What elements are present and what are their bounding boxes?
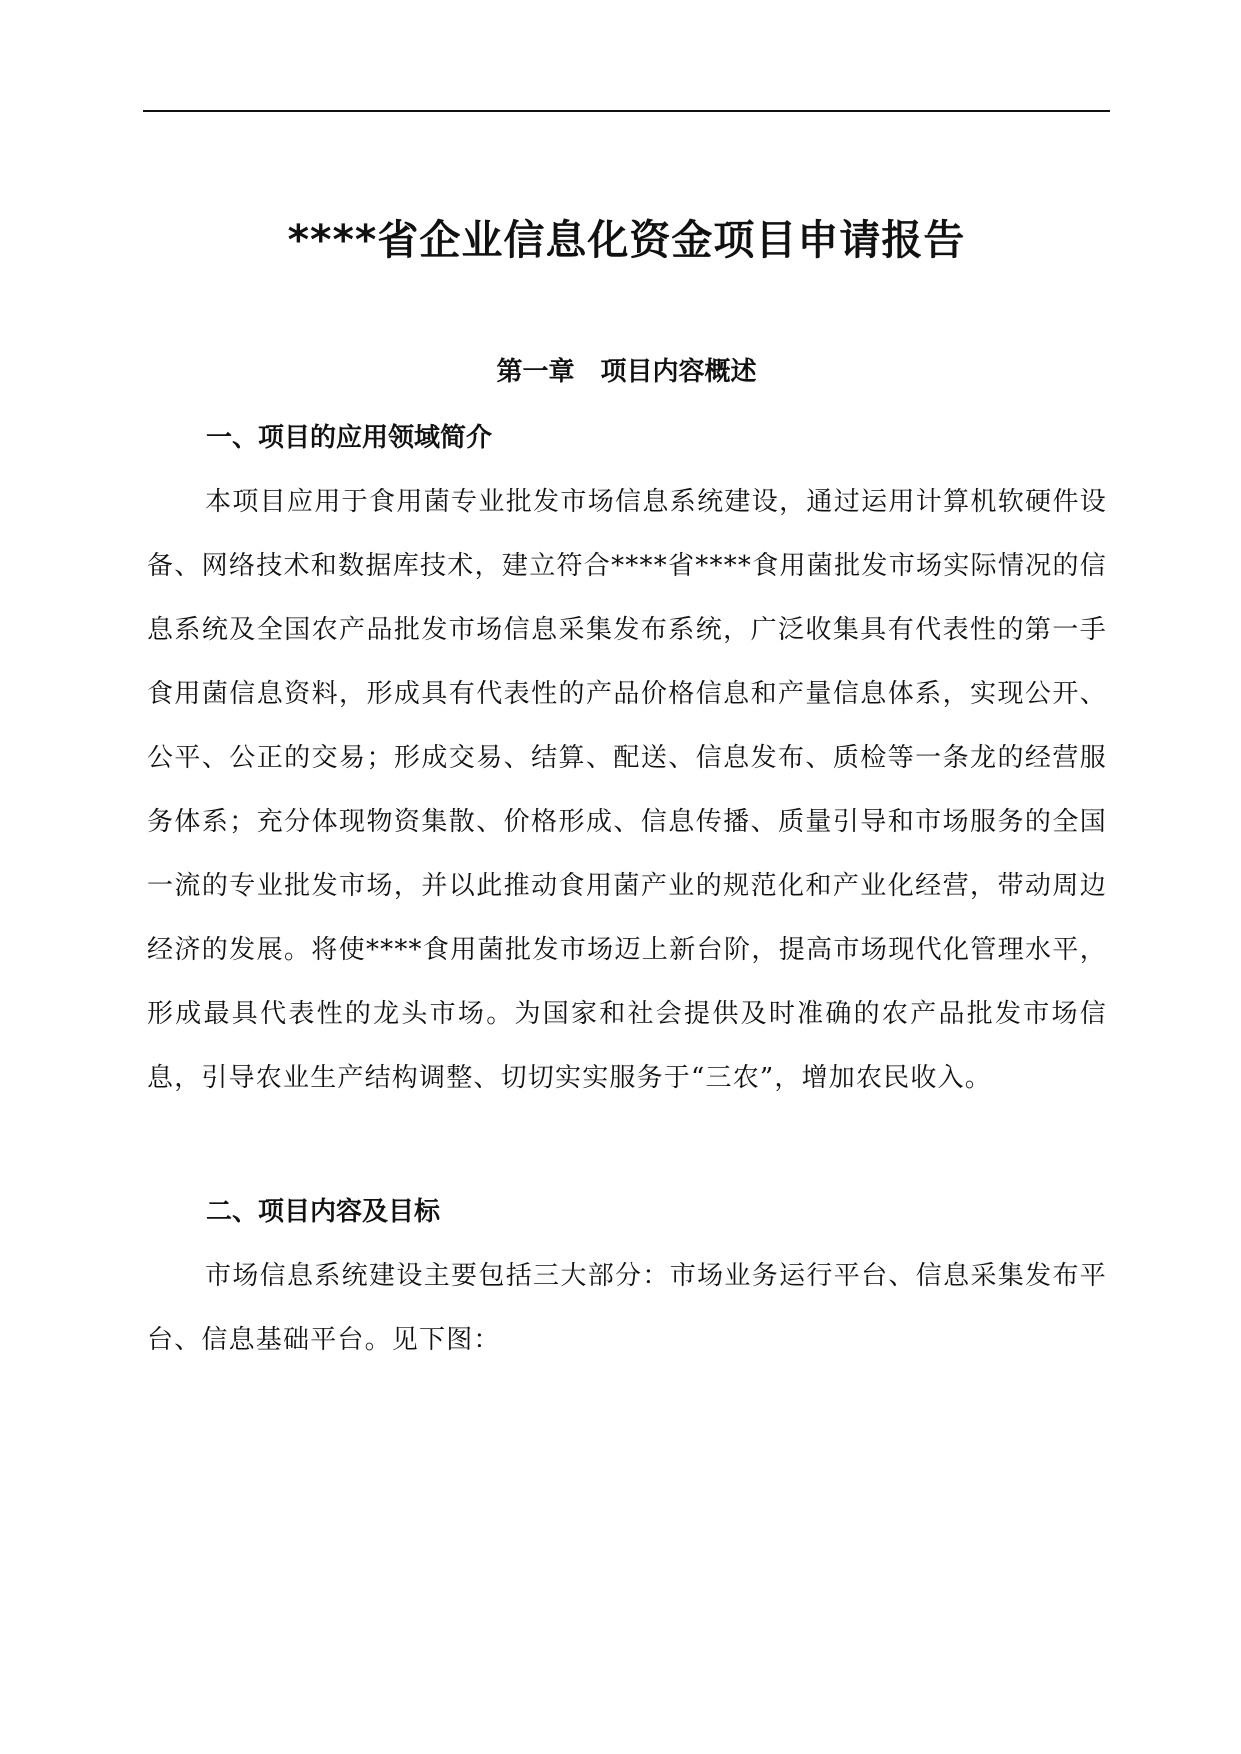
section-heading-content-goals: 二、项目内容及目标 <box>206 1197 441 1227</box>
header-rule <box>143 110 1110 112</box>
document-title: ****省企业信息化资金项目申请报告 <box>287 216 966 264</box>
chapter-title: 第一章 项目内容概述 <box>496 357 757 387</box>
section-heading-application-field: 一、项目的应用领域简介 <box>206 423 493 453</box>
paragraph-content-goals: 市场信息系统建设主要包括三大部分：市场业务运行平台、信息采集发布平台、信息基础平台。见下图： <box>147 1261 1107 1355</box>
paragraph-application-field: 本项目应用于食用菌专业批发市场信息系统建设，通过运用计算机软硬件设备、网络技术和数据库技术，建立符合****省****食用菌批发市场实际情况的信息系统及全国农产品批发市场信息采集发布系统，广泛收集具有代表性的第一手食用菌信息资料，形成具有代表性的产品价格信息和产量信息体系，实现公开、公平、公正的交易；形成交易、结算、配送、信息发布、质检等一条龙的经营服务体系；充分体现物资集散、价格形成、信息传播、质量引导和市场服务的全国一流的专业批发市场，并以此推动食用菌产业的规范化和产业化经营，带动周边经济的发展。将使****食用菌批发市场迈上新台阶，提高市场现代化管理水平，形成最具代表性的龙头市场。为国家和社会提供及时准确的农产品批发市场信息，引导农业生产结构调整、切切实实服务于“三农”，增加农民收入。 <box>147 487 1107 1093</box>
